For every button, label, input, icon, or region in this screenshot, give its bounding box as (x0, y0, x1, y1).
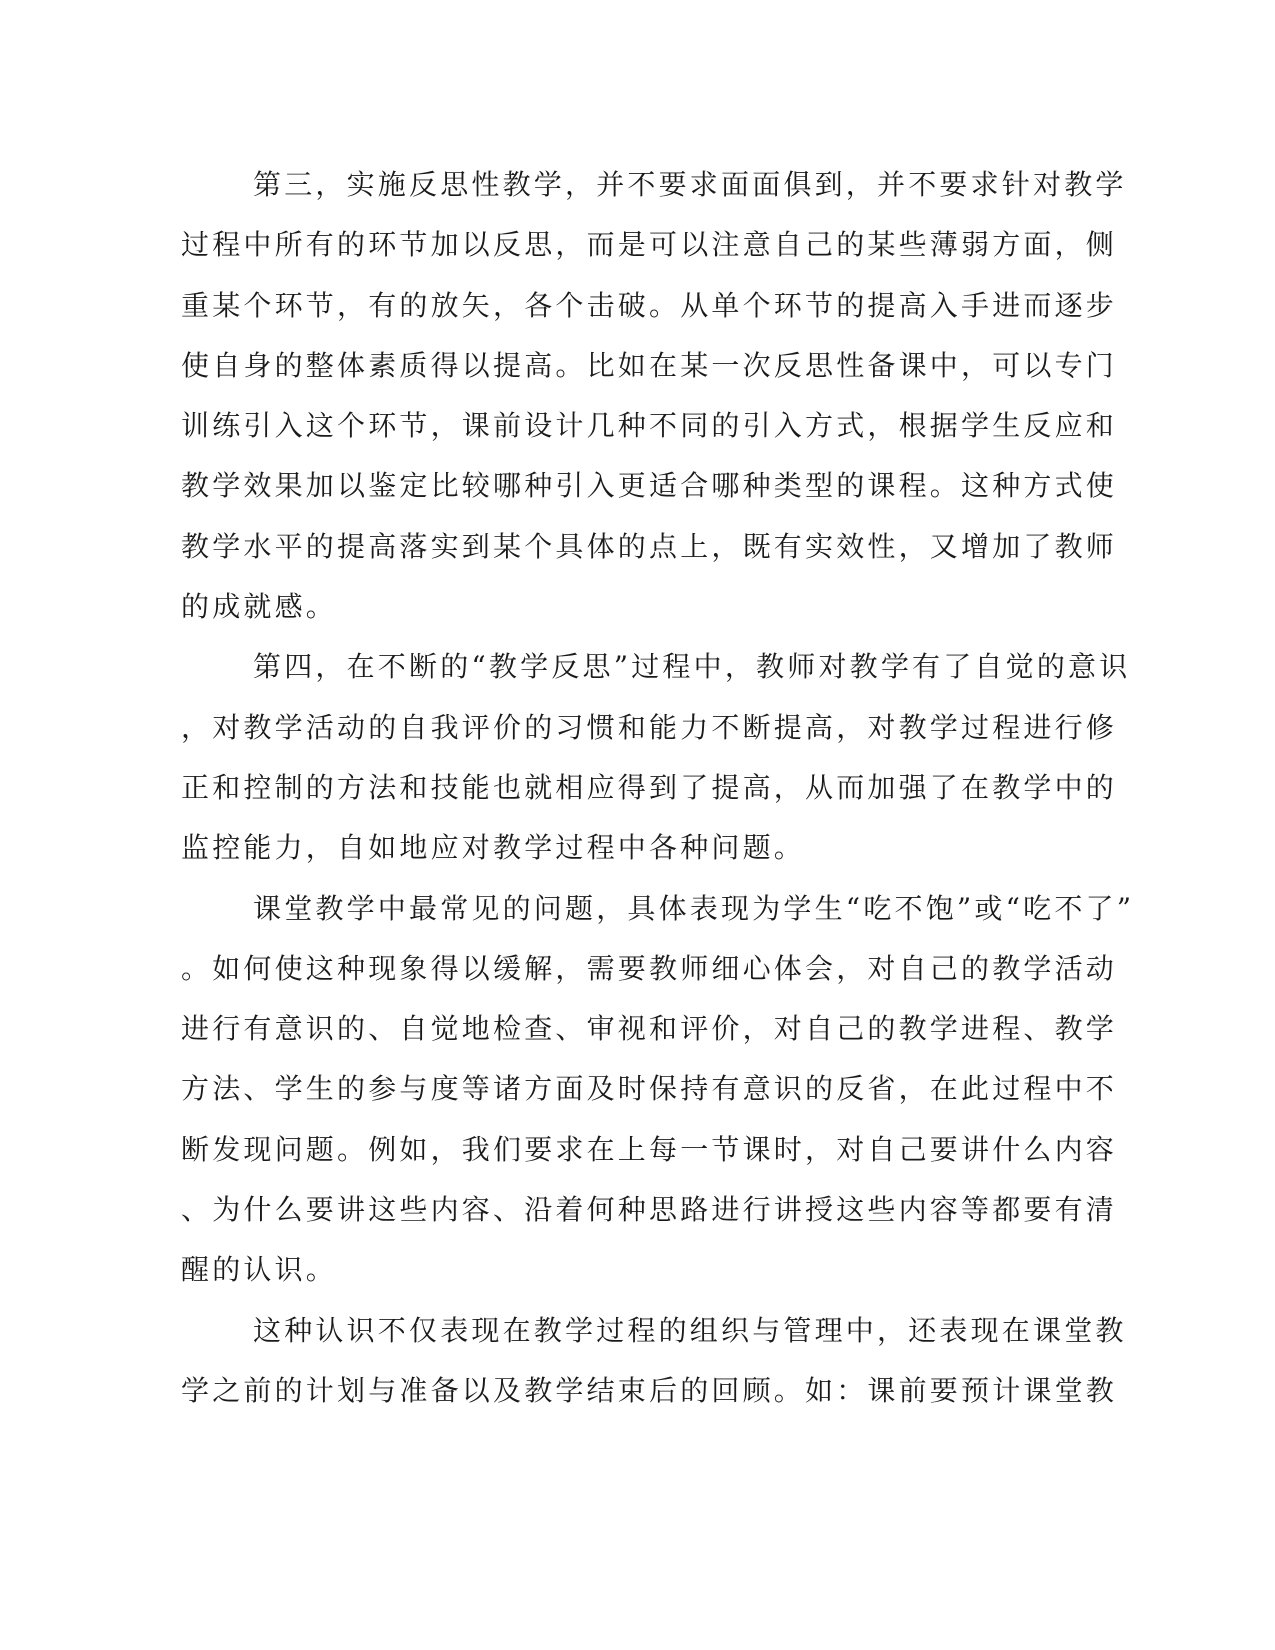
paragraph-line: 醒的认识。 (181, 1253, 338, 1287)
paragraph-line: 的成就感。 (181, 590, 338, 624)
paragraph-line: 第三，实施反思性教学，并不要求面面俱到，并不要求针对教学 (253, 168, 1127, 201)
paragraph-line: ，对教学活动的自我评价的习惯和能力不断提高，对教学过程进行修 (181, 710, 1118, 744)
paragraph-line: 进行有意识的、自觉地检查、审视和评价，对自己的教学进程、教学 (181, 1012, 1118, 1046)
paragraph-line: 、为什么要讲这些内容、沿着何种思路进行讲授这些内容等都要有清 (181, 1193, 1118, 1227)
paragraph-line: 教学效果加以鉴定比较哪种引入更适合哪种类型的课程。这种方式使 (181, 469, 1118, 503)
paragraph-line: 监控能力，自如地应对教学过程中各种问题。 (181, 831, 806, 865)
paragraph-line: 第四，在不断的“教学反思”过程中，教师对教学有了自觉的意识 (253, 650, 1131, 684)
paragraph-line: 正和控制的方法和技能也就相应得到了提高，从而加强了在教学中的 (181, 770, 1118, 804)
paragraph-line: 过程中所有的环节加以反思，而是可以注意自己的某些薄弱方面，侧 (181, 228, 1118, 262)
paragraph-line: 使自身的整体素质得以提高。比如在某一次反思性备课中，可以专门 (181, 348, 1118, 382)
body-text (181, 155, 1135, 1421)
paragraph-line: 学之前的计划与准备以及教学结束后的回顾。如：课前要预计课堂教 (181, 1373, 1118, 1407)
paragraph-line: 。如何使这种现象得以缓解，需要教师细心体会，对自己的教学活动 (181, 951, 1118, 985)
paragraph-line: 方法、学生的参与度等诸方面及时保持有意识的反省，在此过程中不 (181, 1072, 1118, 1106)
paragraph-line: 重某个环节，有的放矢，各个击破。从单个环节的提高入手进而逐步 (181, 288, 1118, 322)
paragraph-line: 训练引入这个环节，课前设计几种不同的引入方式，根据学生反应和 (181, 409, 1118, 443)
paragraph-line: 这种认识不仅表现在教学过程的组织与管理中，还表现在课堂教 (253, 1313, 1127, 1347)
paragraph-line: 教学水平的提高落实到某个具体的点上，既有实效性，又增加了教师 (181, 529, 1118, 563)
paragraph-line: 断发现问题。例如，我们要求在上每一节课时，对自己要讲什么内容 (181, 1132, 1118, 1166)
paragraph-line: 课堂教学中最常见的问题，具体表现为学生“吃不饱”或“吃不了” (253, 891, 1135, 925)
